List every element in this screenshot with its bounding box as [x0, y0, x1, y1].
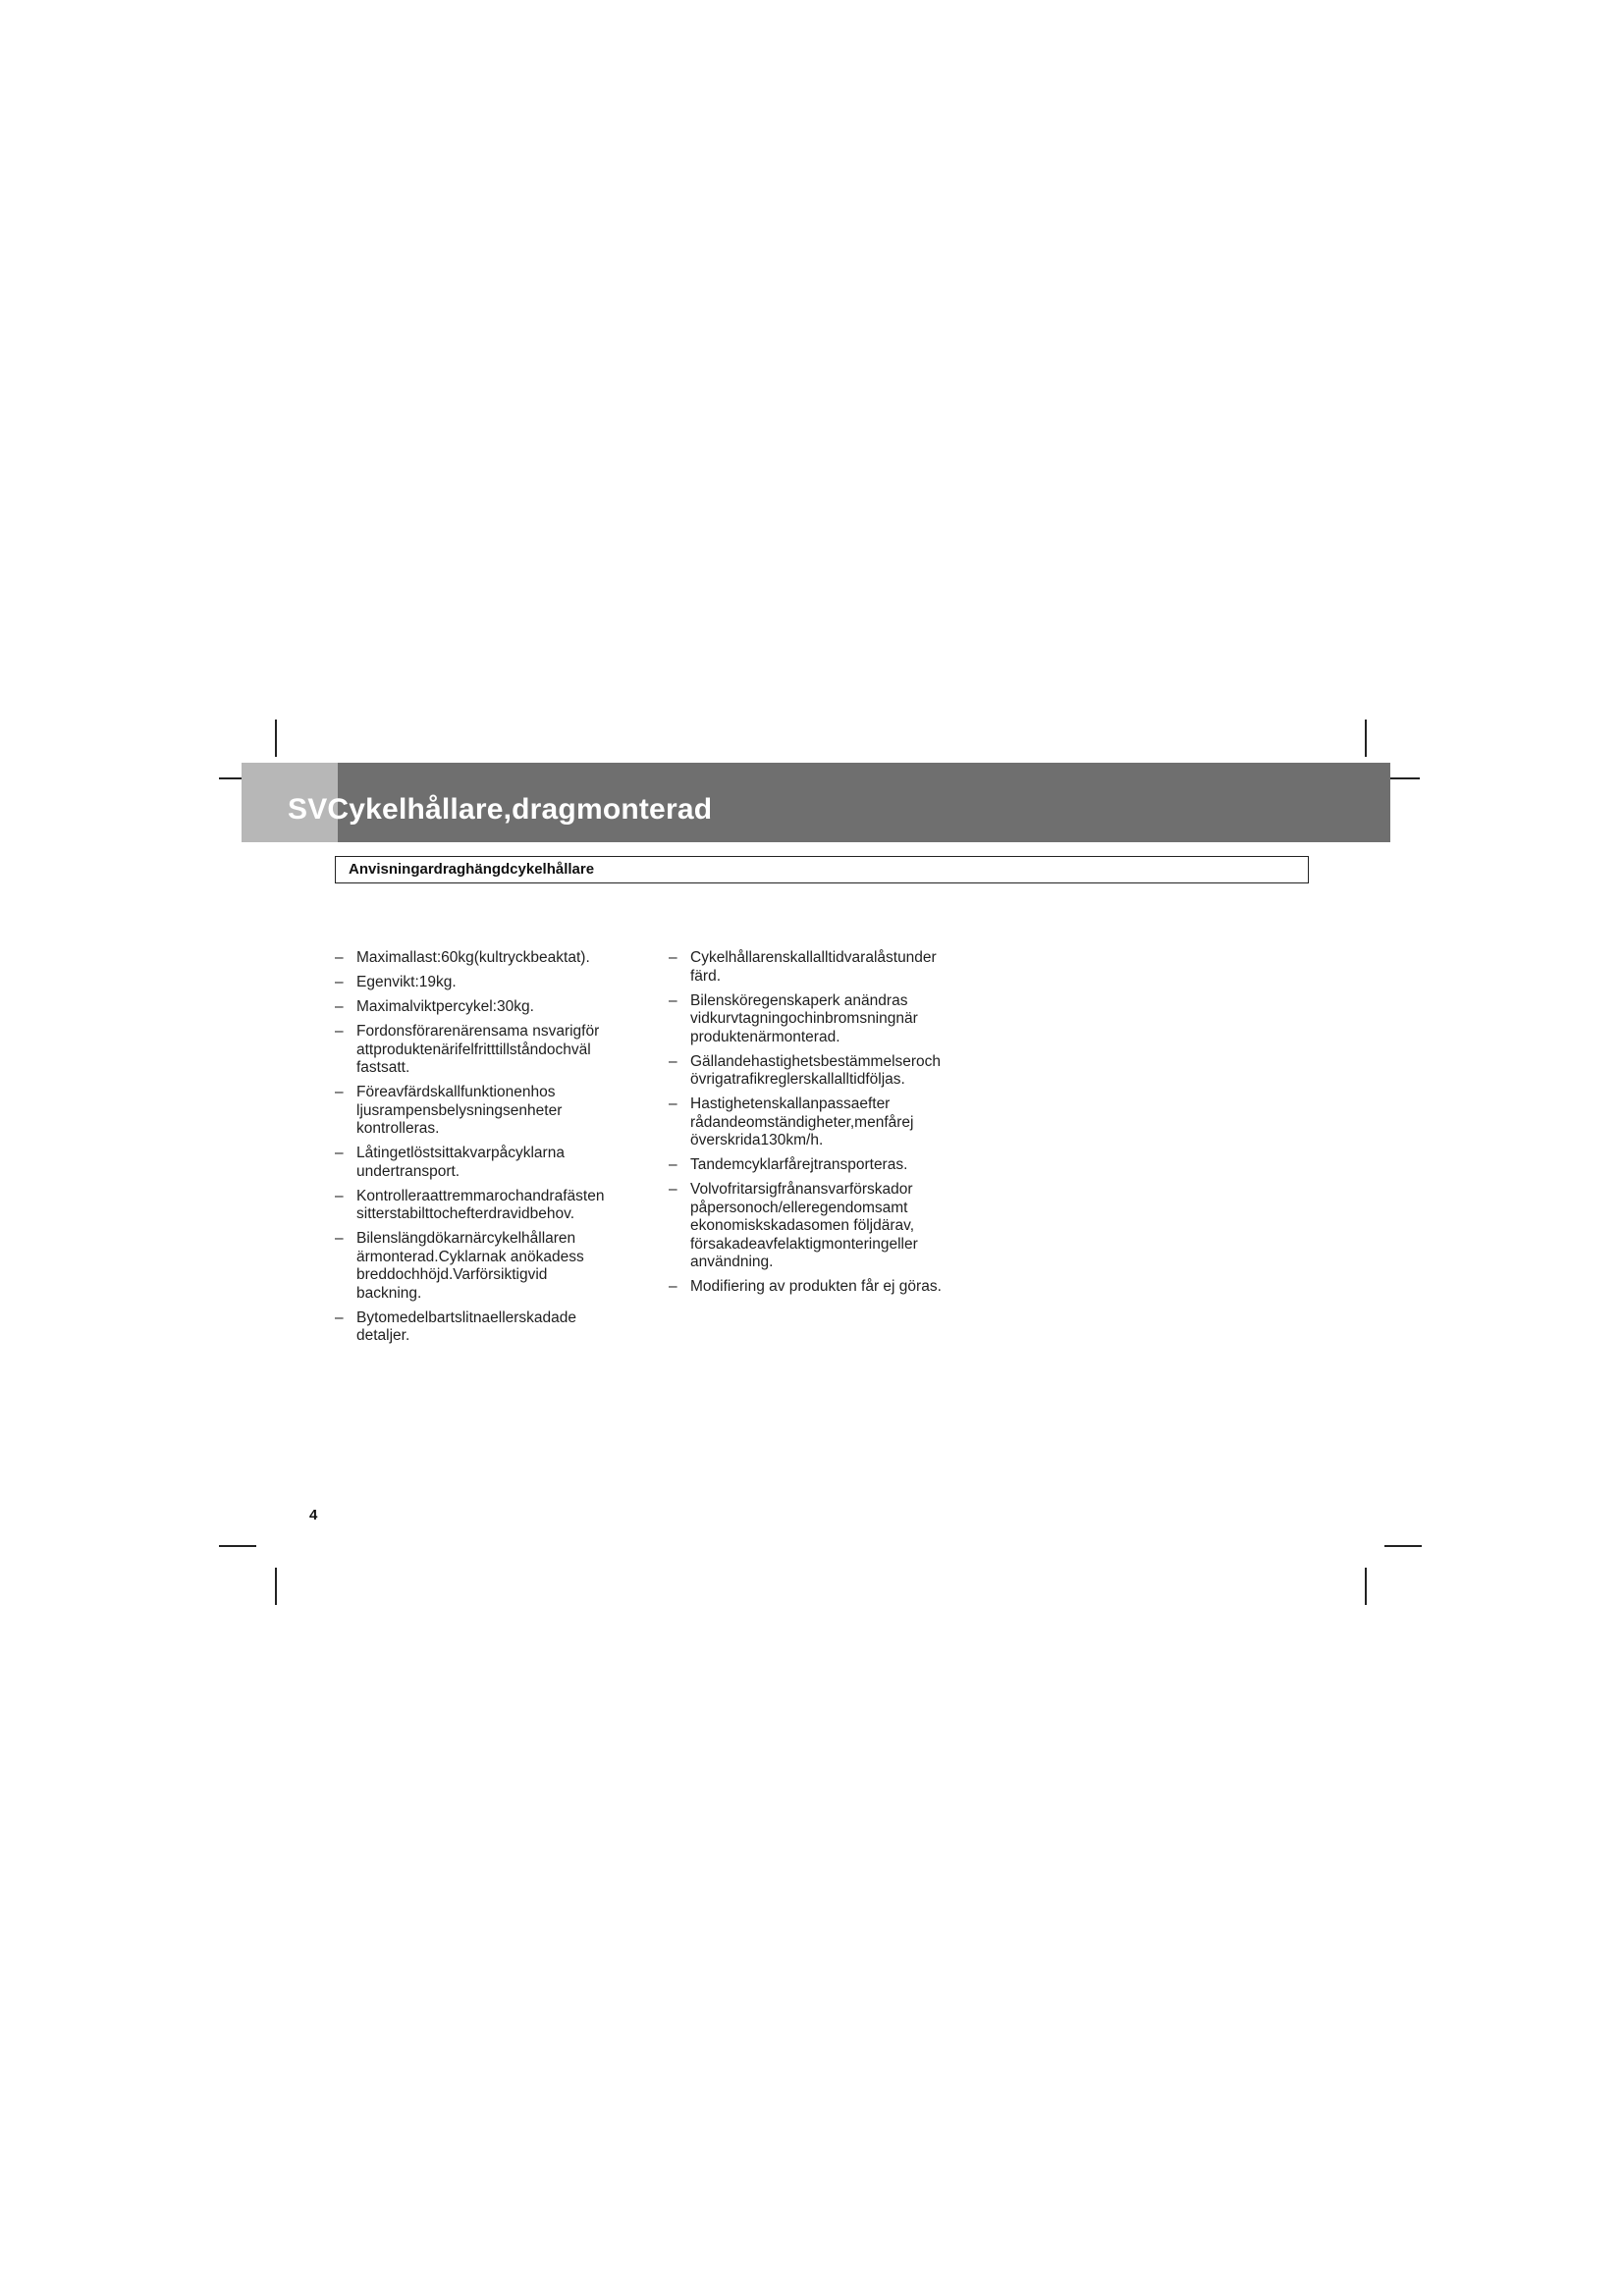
list-item-text: Maximalviktpercykel:30kg.	[356, 998, 534, 1015]
dash-bullet: –	[669, 1181, 677, 1198]
list-item	[669, 1181, 983, 1272]
list-item-text: Maximallast:60kg(kultryckbeaktat).	[356, 949, 590, 966]
crop-mark-bottom-right-horizontal	[1384, 1545, 1422, 1547]
list-item	[335, 998, 639, 1017]
crop-mark-bottom-left-vertical	[275, 1568, 277, 1605]
list-item-text: Bytomedelbartslitnaellerskadade detaljer.	[356, 1308, 577, 1344]
dash-bullet: –	[669, 991, 677, 1009]
list-item-text: Hastighetenskallanpassaefter rådandeomständigheter,menfårej överskrida130km/h.	[690, 1095, 914, 1148]
list-item	[335, 1023, 639, 1078]
list-item-text: Cykelhållarenskallalltidvaralåstunder färd.	[690, 949, 937, 985]
list-item	[335, 974, 639, 992]
dash-bullet: –	[335, 1187, 344, 1204]
dash-bullet: –	[335, 1308, 344, 1326]
list-item-text: Bilensköregenskaperk anändras vidkurvtagningochinbromsningnär produktenärmonterad.	[690, 991, 918, 1045]
dash-bullet: –	[335, 949, 344, 966]
dash-bullet: –	[669, 949, 677, 966]
page-number: 4	[309, 1507, 318, 1523]
section-subtitle: Anvisningardraghängdcykelhållare	[349, 861, 595, 878]
list-item-text: Bilenslängdökarnärcykelhållaren ärmonterad.Cyklarnak anökadess breddochhöjd.Varförsiktigvid backning.	[356, 1230, 584, 1302]
list-item-text: Volvofritarsigfrånansvarförskador påpersonoch/elleregendomsamt ekonomiskskadasomen följdärav, försakadeavfelaktigmonteringeller användning.	[690, 1181, 918, 1270]
crop-mark-bottom-left-horizontal	[219, 1545, 256, 1547]
left-column-list	[335, 949, 639, 1352]
list-item-text: Föreavfärdskallfunktionenhos ljusrampensbelysningsenheter kontrolleras.	[356, 1084, 563, 1137]
crop-mark-top-right-vertical	[1365, 720, 1367, 757]
subtitle-box	[335, 856, 1309, 883]
dash-bullet: –	[669, 1156, 677, 1173]
dash-bullet: –	[669, 1278, 677, 1295]
list-item-text: Fordonsförarenärensama nsvarigför attproduktenärifelfritttillståndochväl fastsatt.	[356, 1023, 600, 1076]
dash-bullet: –	[335, 1145, 344, 1161]
list-item-text: Kontrolleraattremmarochandrafästen sitterstabilttochefterdravidbehov.	[356, 1187, 605, 1222]
list-item-text: Tandemcyklarfårejtransporteras.	[690, 1156, 908, 1173]
dash-bullet: –	[669, 1095, 677, 1112]
crop-mark-bottom-right-vertical	[1365, 1568, 1367, 1605]
dash-bullet: –	[335, 1023, 344, 1040]
dash-bullet: –	[335, 998, 344, 1015]
list-item	[335, 1230, 639, 1303]
list-item	[669, 1095, 983, 1150]
page-title: SVCykelhållare,dragmonterad	[288, 793, 713, 826]
list-item	[335, 949, 639, 968]
dash-bullet: –	[669, 1052, 677, 1070]
list-item	[669, 992, 983, 1047]
list-item-text: Gällandehastighetsbestämmelseroch övrigatrafikreglerskallalltidföljas.	[690, 1052, 942, 1088]
dash-bullet: –	[335, 974, 344, 990]
list-item	[669, 1053, 983, 1090]
list-item	[669, 1278, 983, 1297]
dash-bullet: –	[335, 1084, 344, 1100]
list-item-text: Egenvikt:19kg.	[356, 974, 457, 990]
list-item	[669, 949, 983, 986]
right-column-list	[669, 949, 983, 1303]
list-item	[335, 1084, 639, 1139]
list-item	[335, 1309, 639, 1346]
list-item	[669, 1156, 983, 1175]
list-item-text: Modifiering av produkten får ej göras.	[690, 1278, 942, 1295]
crop-mark-top-right-horizontal	[1390, 777, 1420, 779]
dash-bullet: –	[335, 1230, 344, 1247]
list-item	[335, 1188, 639, 1224]
crop-mark-top-left-horizontal	[219, 777, 242, 779]
list-item	[335, 1145, 639, 1181]
crop-mark-top-left-vertical	[275, 720, 277, 757]
list-item-text: Låtingetlöstsittakvarpåcyklarna undertransport.	[356, 1145, 565, 1180]
